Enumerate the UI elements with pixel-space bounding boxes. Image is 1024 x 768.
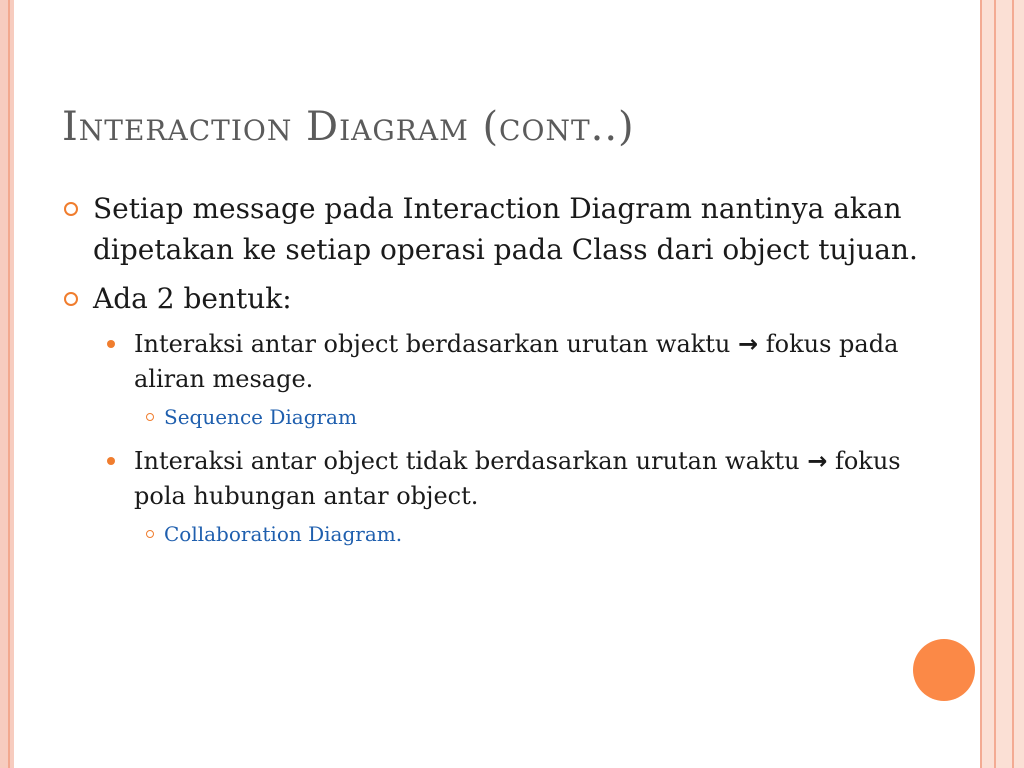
sub-bullet-text: Interaksi antar object tidak berdasarkan urutan waktu bbox=[134, 447, 800, 475]
collaboration-diagram-label: Collaboration Diagram. bbox=[164, 522, 403, 546]
dot-bullet-icon bbox=[107, 340, 115, 348]
sub-bullet-text: fokus pola hubungan antar object. bbox=[134, 447, 901, 510]
small-ring-bullet-icon bbox=[146, 413, 154, 421]
sub-bullet-text: fokus pada aliran mesage. bbox=[134, 330, 899, 393]
left-border-decoration bbox=[0, 0, 14, 768]
sub-bullet-item bbox=[62, 327, 922, 397]
sub-sub-bullet-item bbox=[62, 402, 922, 432]
bullet-text: Ada 2 bentuk: bbox=[93, 282, 292, 315]
bullet-text: Setiap message pada Interaction Diagram nantinya akan dipetakan ke setiap operasi pada Class dari object tujuan. bbox=[93, 192, 918, 266]
sub-bullet-text: Interaksi antar object berdasarkan urutan waktu bbox=[134, 330, 731, 358]
right-arrow-icon: → bbox=[738, 330, 759, 358]
right-arrow-icon: → bbox=[807, 447, 828, 475]
right-stripes-decoration bbox=[978, 0, 1024, 768]
sub-sub-bullet-item bbox=[62, 519, 922, 549]
slide-content bbox=[62, 188, 922, 561]
sequence-diagram-label: Sequence Diagram bbox=[164, 405, 357, 429]
bullet-item bbox=[62, 278, 922, 319]
bullet-item bbox=[62, 188, 922, 270]
slide-title: Interaction Diagram (cont..) bbox=[62, 104, 635, 150]
small-ring-bullet-icon bbox=[146, 530, 154, 538]
dot-bullet-icon bbox=[107, 457, 115, 465]
ring-bullet-icon bbox=[64, 292, 78, 306]
sub-bullet-item bbox=[62, 444, 922, 514]
orange-circle-decoration bbox=[913, 639, 975, 701]
ring-bullet-icon bbox=[64, 202, 78, 216]
